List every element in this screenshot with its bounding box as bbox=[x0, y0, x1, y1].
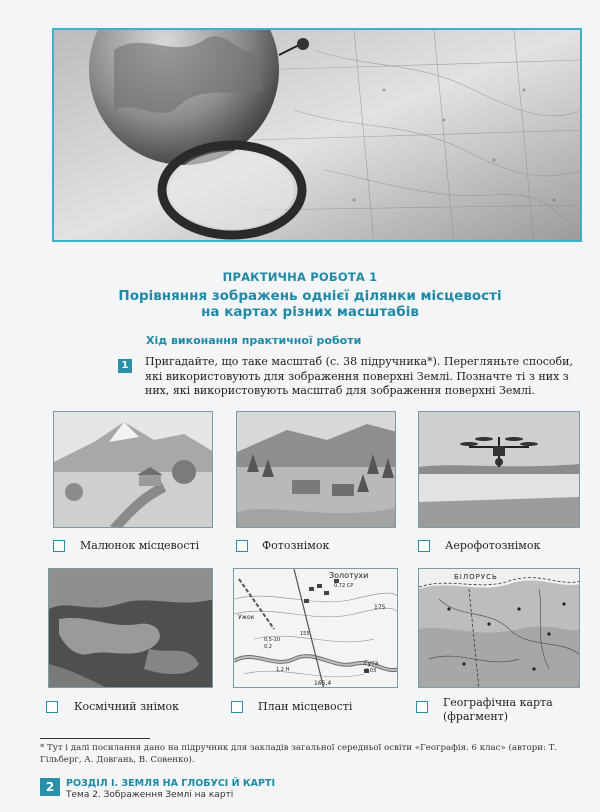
plan-label-155: 155 bbox=[300, 631, 310, 637]
plan-label-gut: Гута bbox=[364, 660, 379, 667]
practical-work-subtitle bbox=[80, 288, 540, 320]
caption-landscape-drawing: Малюнок місцевості bbox=[80, 539, 200, 552]
caption-terrain-plan: План місцевості bbox=[258, 700, 353, 713]
plan-label-h2: 165,4 bbox=[314, 680, 332, 687]
page-number: 2 bbox=[40, 778, 60, 796]
plan-label-val12: 1,2 Н bbox=[276, 667, 290, 673]
checkbox-drone-photo[interactable] bbox=[418, 540, 430, 552]
satellite-image bbox=[48, 568, 213, 688]
photo-image bbox=[236, 411, 396, 528]
drone-photo-image bbox=[418, 411, 580, 528]
plan-label-spot1: 0,72 СР bbox=[334, 583, 354, 589]
section-heading: Хід виконання практичної роботи bbox=[146, 334, 362, 347]
caption-geographic-map-line1: Географічна карта bbox=[443, 696, 553, 709]
caption-geographic-map-line2: (фрагмент) bbox=[443, 710, 509, 723]
plan-label-spot3: 0,2 bbox=[264, 644, 272, 650]
caption-satellite-image: Космічний знімок bbox=[74, 700, 180, 713]
checkbox-landscape-drawing[interactable] bbox=[53, 540, 65, 552]
plan-label-river: Ужок bbox=[238, 614, 255, 621]
terrain-plan-image bbox=[233, 568, 398, 688]
map-label-country: БІЛОРУСЬ bbox=[454, 573, 498, 581]
chapter-title: РОЗДІЛ І. ЗЕМЛЯ НА ГЛОБУСІ Й КАРТІ bbox=[66, 778, 275, 789]
hero-photo bbox=[52, 28, 582, 242]
plan-label-spot2: 0,5-10 bbox=[264, 637, 281, 643]
checkbox-satellite-image[interactable] bbox=[46, 701, 58, 713]
topic-title: Тема 2. Зображення Землі на карті bbox=[66, 790, 234, 800]
caption-drone-photo: Аерофотознімок bbox=[445, 539, 541, 552]
checkbox-photo[interactable] bbox=[236, 540, 248, 552]
plan-label-village: Золотухи bbox=[329, 571, 369, 580]
footnote-divider bbox=[40, 738, 150, 739]
footnote: * Тут і далі посилання дано на підручник для закладів загальної середньої освіти «Географія. 6 клас» (автори: Т. Гільберг, А. Довгань, В. Совенко). bbox=[40, 743, 558, 765]
task-number-badge: 1 bbox=[118, 359, 132, 373]
caption-photo: Фотознімок bbox=[262, 539, 330, 552]
caption-geographic-map bbox=[443, 696, 553, 724]
task-instruction: Пригадайте, що таке масштаб (с. 38 підручника*). Перегляньте способи, які використовують для зображення поверхні Землі. Позначте ті з них з них, які використовують масштаб для зображення поверхні Землі. bbox=[145, 355, 574, 397]
plan-label-gut2: 0,03 bbox=[365, 668, 377, 674]
landscape-drawing-image bbox=[53, 411, 213, 528]
plan-label-height: 175 bbox=[374, 604, 386, 611]
practical-work-title: ПРАКТИЧНА РОБОТА 1 bbox=[222, 270, 378, 284]
checkbox-geographic-map[interactable] bbox=[416, 701, 428, 713]
geographic-map-image bbox=[418, 568, 580, 688]
subtitle-line-1: Порівняння зображень однієї ділянки місцевості bbox=[118, 288, 502, 304]
checkbox-terrain-plan[interactable] bbox=[231, 701, 243, 713]
subtitle-line-2: на картах різних масштабів bbox=[201, 304, 419, 320]
